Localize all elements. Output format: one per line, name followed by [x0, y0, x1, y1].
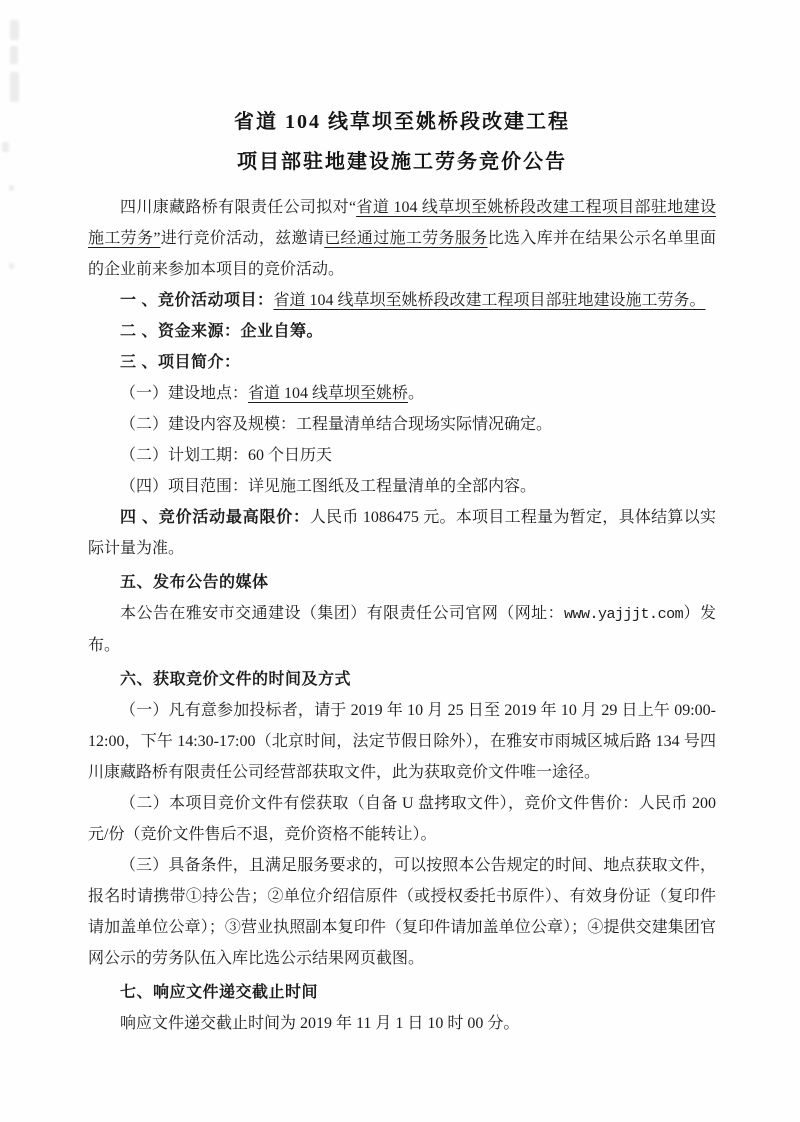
document-body [88, 192, 716, 1039]
text-segment: ）发布。 [88, 605, 716, 654]
text-segment: 已经通过施工劳务服务 [324, 230, 488, 247]
scan-artifact [10, 72, 19, 102]
text-segment: 省道 104 线草坝至姚桥段改建工程项目部驻地建设施工劳务。 [273, 292, 706, 309]
item-4-price-cap [88, 502, 716, 564]
scan-artifact [10, 20, 19, 40]
document-content [88, 0, 716, 1039]
text-segment: 本公告在雅安市交通建设（集团）有限责任公司官网（网址： [120, 605, 565, 622]
text-segment: www.yajjjt.com [564, 606, 684, 623]
item-3-overview [88, 347, 716, 378]
text-segment: 进行竞价活动，兹邀请 [160, 230, 325, 247]
item-6-obtain-heading [88, 664, 716, 695]
scan-artifact [10, 46, 18, 64]
text-segment: 五、发布公告的媒体 [120, 574, 269, 591]
sub-item-content-scale [88, 409, 716, 440]
text-segment: （一）建设地点： [120, 385, 249, 402]
text-segment: （三）具备条件，且满足服务要求的，可以按照本公告规定的时间、地点获取文件，报名时请携带①持公告；②单位介绍信原件（或授权委托书原件）、有效身份证（复印件请加盖单位公章）；③营业执照副本复印件（复印件请加盖单位公章）；④提供交建集团官网公示的劳务队伍入库比选公示结果网页截图。 [88, 857, 716, 967]
text-segment: 比选入库并在结果公示名单里面的企业前来参加本项目的竞价活动。 [88, 230, 716, 278]
document-title-line-2: 项目部驻地建设施工劳务竞价公告 [237, 151, 567, 173]
scan-artifact [9, 185, 14, 191]
sub-item-obtain-conditions [88, 850, 716, 974]
deadline-paragraph [88, 1008, 716, 1039]
text-segment: （一）凡有意参加投标者，请于 2019 年 10 月 25 日至 2019 年 10 月 29 日上午 09:00-12:00，下午 14:30-17:00（北京时间，法定节假日除外），在雅安市雨城区城后路 134 号四川康藏路桥有限责任公司经营部获取文件，此为获取竞价文件唯一途径。 [88, 702, 716, 781]
item-7-deadline-heading [88, 977, 716, 1008]
text-segment: 二 、资金来源：企业自筹。 [120, 323, 323, 340]
scan-artifact [2, 142, 9, 152]
item-5-media-heading [88, 567, 716, 598]
sub-item-obtain-fee [88, 788, 716, 850]
sub-item-obtain-time [88, 695, 716, 788]
text-segment: （四）项目范围：详见施工图纸及工程量清单的全部内容。 [120, 478, 537, 495]
media-paragraph [88, 598, 716, 661]
item-2-funding [88, 316, 716, 347]
document-title-line-1: 省道 104 线草坝至姚桥段改建工程 [234, 111, 570, 133]
sub-item-scope [88, 471, 716, 502]
text-segment: 六、获取竞价文件的时间及方式 [120, 671, 352, 688]
item-1-project [88, 285, 716, 316]
text-segment: 人民币 1086475 元。本项目工程量为暂定，具体结算以实际计量为准。 [88, 509, 716, 557]
text-segment: 。 [408, 385, 425, 402]
intro-paragraph [88, 192, 716, 285]
scan-artifact [9, 263, 14, 269]
text-segment: （二）本项目竞价文件有偿获取（自备 U 盘拷取文件），竞价文件售价：人民币 200 元/份（竞价文件售后不退，竞价资格不能转让）。 [88, 795, 716, 843]
text-segment: 三 、项目简介： [120, 354, 241, 371]
text-segment: 七、响应文件递交截止时间 [120, 984, 319, 1001]
text-segment: 四川康藏路桥有限责任公司拟对“ [120, 199, 357, 216]
text-segment: 响应文件递交截止时间为 2019 年 11 月 1 日 10 时 00 分。 [120, 1015, 520, 1032]
text-segment: 省道 104 线草坝至姚桥 [248, 385, 409, 402]
sub-item-duration [88, 440, 716, 471]
text-segment: 四 、竞价活动最高限价： [120, 509, 310, 526]
text-segment: 一 、竞价活动项目： [120, 292, 274, 309]
sub-item-location [88, 378, 716, 409]
text-segment: （二）建设内容及规模：工程量清单结合现场实际情况确定。 [120, 416, 553, 433]
text-segment: 省道 104 线草坝至姚桥段改建工程项目部驻地建设施工劳务” [88, 199, 716, 247]
text-segment: （二）计划工期：60 个日历天 [120, 447, 333, 464]
document-title [88, 102, 716, 182]
